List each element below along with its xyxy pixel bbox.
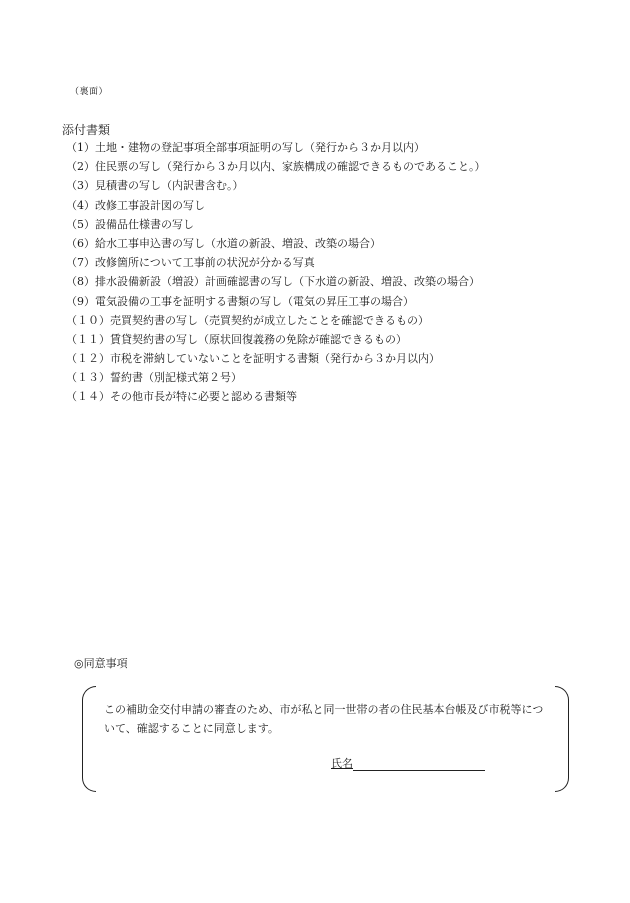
attachment-item: （8）排水設備新設（増設）計画確認書の写し（下水道の新設、増設、改築の場合） (66, 275, 480, 289)
attachment-item: （１４）その他市長が特に必要と認める書類等 (66, 390, 297, 404)
attachments-heading: 添付書類 (62, 123, 111, 137)
signature-label: 氏名 (331, 757, 353, 770)
consent-bracket-left (82, 686, 96, 792)
signature-field[interactable] (331, 755, 485, 771)
attachment-item: （3）見積書の写し（内訳書含む。） (66, 179, 244, 193)
attachment-item: （7）改修箇所について工事前の状況が分かる写真 (66, 256, 315, 270)
attachment-item: （１０）売買契約書の写し（売買契約が成立したことを確認できるもの） (66, 313, 429, 327)
consent-bracket-right (555, 686, 569, 792)
attachment-item: （4）改修工事設計図の写し (66, 198, 205, 212)
attachment-item: （１１）賃貸契約書の写し（原状回復義務の免除が確認できるもの） (66, 332, 407, 346)
attachment-item: （6）給水工事申込書の写し（水道の新設、増設、改築の場合） (66, 236, 381, 250)
attachment-item: （１３）誓約書（別記様式第２号） (66, 371, 242, 385)
attachment-item: （2）住民票の写し（発行から３か月以内、家族構成の確認できるものであること。） (66, 160, 486, 174)
attachments-list (66, 138, 486, 407)
back-side-note: （裏面） (70, 87, 109, 97)
attachment-item: （5）設備品仕様書の写し (66, 217, 194, 231)
consent-title: ◎同意事項 (74, 657, 128, 670)
signature-line[interactable] (353, 757, 485, 771)
attachment-item: （１２）市税を滞納していないことを証明する書類（発行から３か月以内） (66, 352, 440, 366)
attachment-item: （1）土地・建物の登記事項全部事項証明の写し（発行から３か月以内） (66, 141, 425, 154)
consent-body-text: この補助金交付申請の審査のため、市が私と同一世帯の者の住民基本台帳及び市税等について、確認することに同意します。 (104, 703, 544, 735)
attachment-item: （9）電気設備の工事を証明する書類の写し（電気の昇圧工事の場合） (66, 294, 414, 308)
